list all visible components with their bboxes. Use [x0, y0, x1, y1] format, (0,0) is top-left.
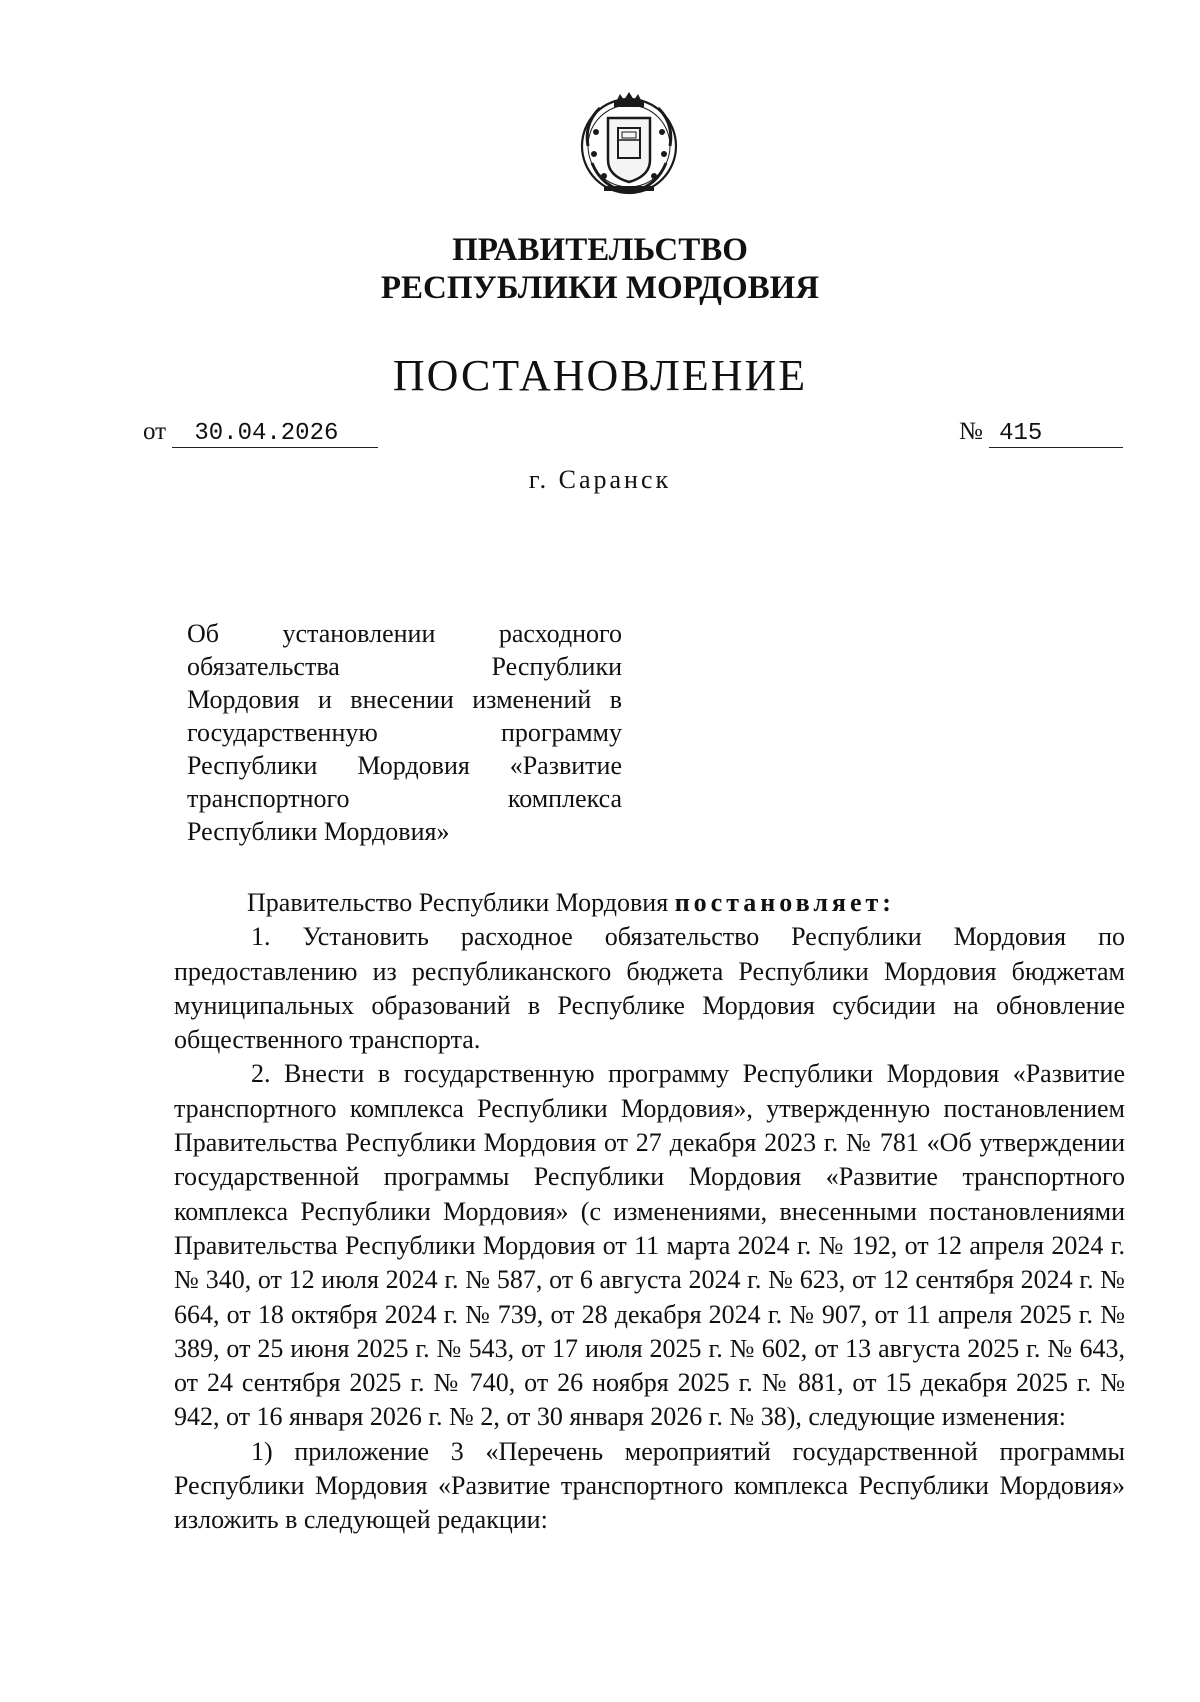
government-title-line-1: ПРАВИТЕЛЬСТВО	[452, 232, 748, 268]
number-value: 415	[989, 421, 1123, 448]
paragraph-2: 2. Внести в государственную программу Республики Мордовия «Развитие транспортного комплекса Республики Мордовия», утвержденную постановлением Правительства Республики Мордовия от 27 декабря 2023 г. № 781 «Об утверждении государственной программы Республики Мордовия «Развитие транспортного комплекса Республики Мордовия» (с изменениями, внесенными постановлениями Правительства Республики Мордовия от 11 марта 2024 г. № 192, от 12 апреля 2024 г. № 340, от 12 июля 2024 г. № 587, от 6 августа 2024 г. № 623, от 12 сентября 2024 г. № 664, от 18 октября 2024 г. № 739, от 28 декабря 2024 г. № 907, от 11 апреля 2025 г. № 389, от 25 июня 2025 г. № 543, от 17 июля 2025 г. № 602, от 13 августа 2025 г. № 643, от 24 сентября 2025 г. № 740, от 26 ноября 2025 г. № 881, от 15 декабря 2025 г. № 942, от 16 января 2026 г. № 2, от 30 января 2026 г. № 38), следующие изменения:	[174, 1059, 1125, 1432]
document-type-title: ПОСТАНОВЛЕНИЕ	[392, 351, 808, 400]
government-title-line-2: РЕСПУБЛИКИ МОРДОВИЯ	[380, 270, 820, 306]
document-subject	[187, 617, 622, 848]
date-prefix: от	[143, 418, 167, 445]
subject-line: обязательства Республики	[187, 652, 622, 681]
subject-line: Республики Мордовия «Развитие	[187, 751, 622, 780]
intro-resolves: постановляет:	[674, 888, 895, 917]
date-value: 30.04.2026	[172, 421, 378, 448]
number-prefix: №	[959, 418, 983, 445]
date-field	[143, 418, 378, 448]
subject-line: транспортного комплекса	[187, 784, 622, 813]
subject-line: государственную программу	[187, 718, 622, 747]
intro-paragraph	[174, 886, 1125, 920]
city-line: г. Саранск	[528, 465, 672, 494]
intro-text: Правительство Республики Мордовия	[247, 888, 675, 917]
subject-line: Об установлении расходного	[187, 619, 622, 648]
paragraph-1: 1. Установить расходное обязательство Республики Мордовия по предоставлению из республиканского бюджета Республики Мордовия бюджетам муниципальных образований в Республике Мордовия субсидии на обновление общественного транспорта.	[174, 922, 1125, 1055]
coat-of-arms-emblem	[574, 88, 684, 203]
number-field	[959, 418, 1123, 448]
subject-line: Республики Мордовия»	[187, 817, 450, 846]
subject-line: Мордовия и внесении изменений в	[187, 685, 622, 714]
document-body	[174, 886, 1125, 1538]
paragraph-3: 1) приложение 3 «Перечень мероприятий государственной программы Республики Мордовия «Развитие транспортного комплекса Республики Мордовия» изложить в следующей редакции:	[174, 1436, 1125, 1535]
